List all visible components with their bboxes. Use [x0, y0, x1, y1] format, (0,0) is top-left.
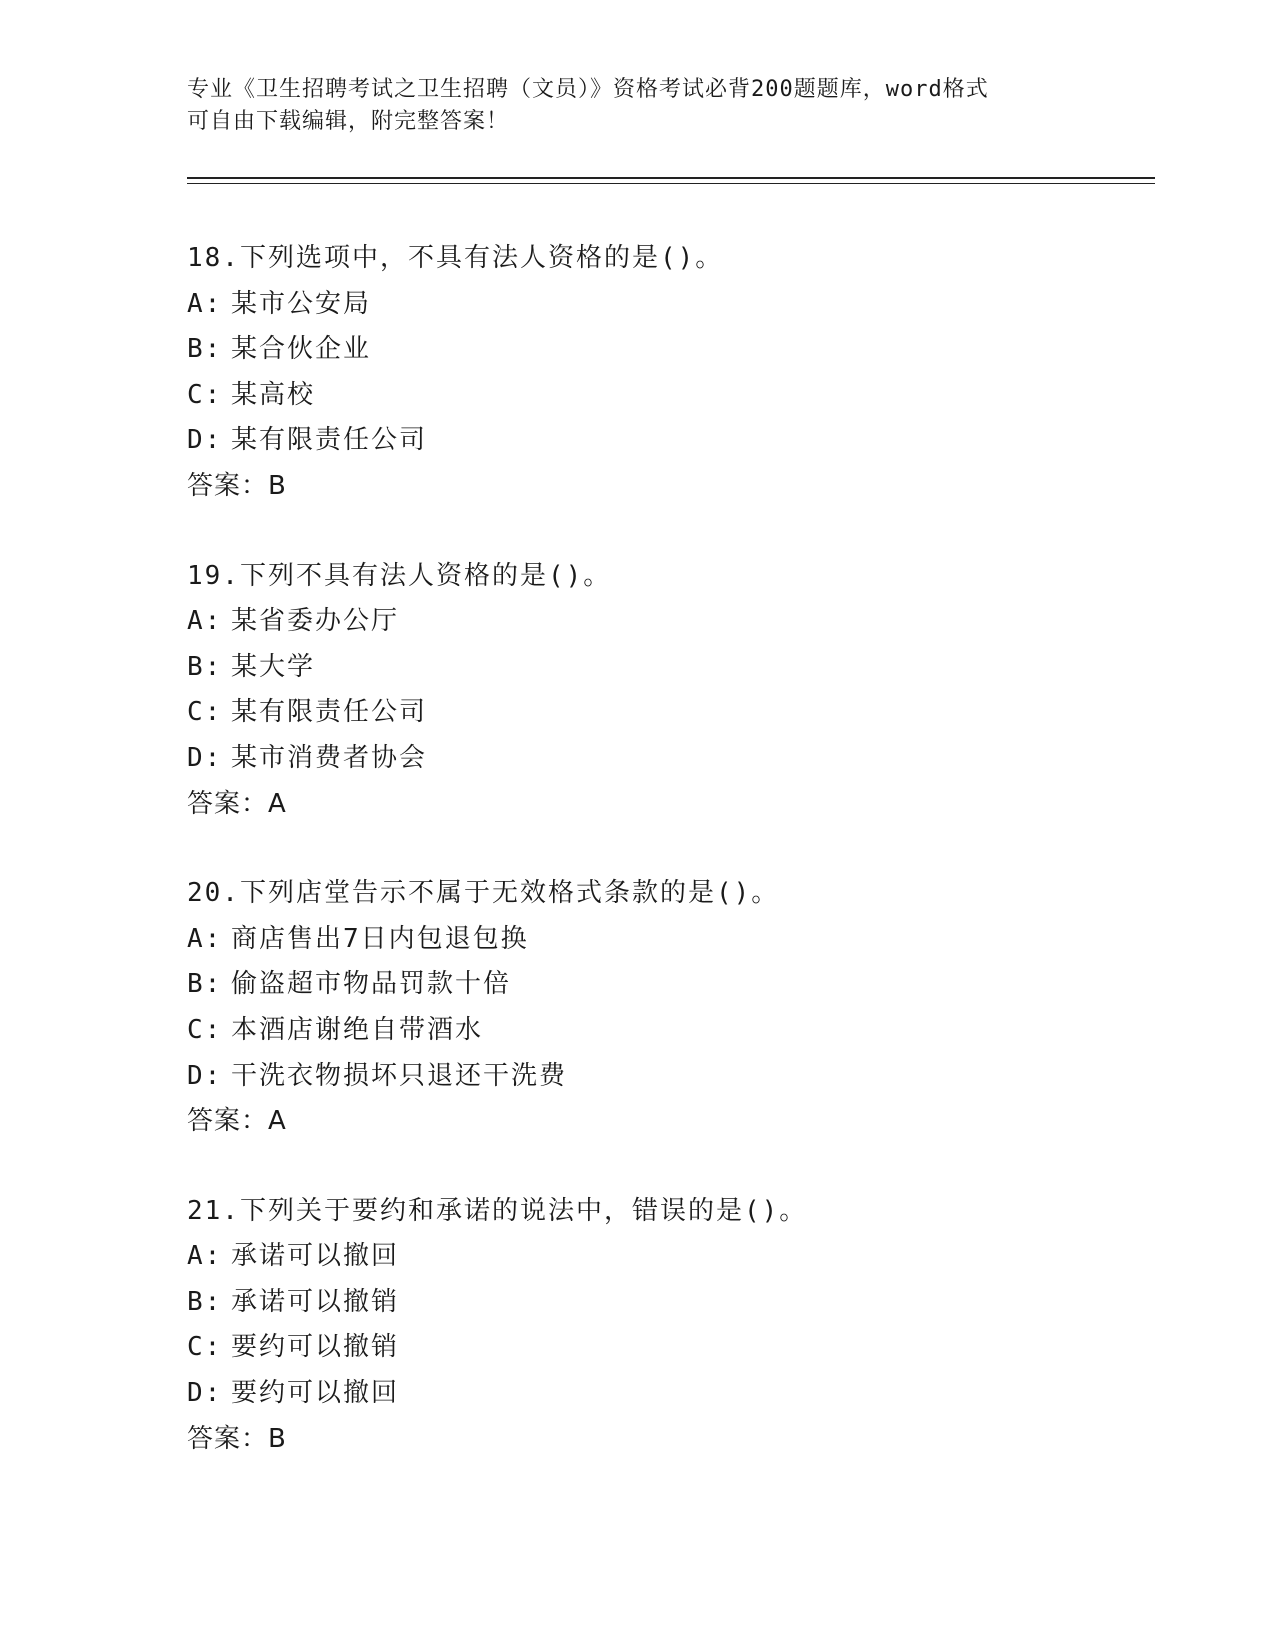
- option-text: 要约可以撤回: [231, 1378, 400, 1409]
- option-d: [187, 418, 1155, 464]
- option-b: [187, 327, 1155, 373]
- option-text: 某有限责任公司: [231, 425, 428, 456]
- option-letter: D:: [187, 1060, 223, 1091]
- option-letter: D:: [187, 1378, 223, 1409]
- option-text: 某合伙企业: [231, 334, 372, 365]
- option-text: 承诺可以撤销: [231, 1286, 400, 1317]
- option-d: [187, 1371, 1155, 1417]
- option-text: 承诺可以撤回: [231, 1241, 400, 1272]
- option-letter: C:: [187, 379, 223, 410]
- option-text: 某有限责任公司: [231, 697, 428, 728]
- option-text: 某市公安局: [231, 288, 372, 319]
- option-a: [187, 599, 1155, 645]
- option-letter: D:: [187, 742, 223, 773]
- header-line-1: 专业《卫生招聘考试之卫生招聘（文员）》资格考试必背200题题库，word格式: [187, 77, 989, 102]
- header-line-2: 可自由下载编辑，附完整答案！: [187, 109, 510, 134]
- document-header: [187, 74, 1067, 138]
- answer: 答案：A: [187, 788, 287, 819]
- option-letter: B:: [187, 1286, 223, 1317]
- option-b: [187, 962, 1155, 1008]
- answer: 答案：A: [187, 1106, 287, 1137]
- option-a: [187, 917, 1155, 963]
- option-letter: C:: [187, 697, 223, 728]
- option-letter: A:: [187, 923, 223, 954]
- option-text: 偷盗超市物品罚款十倍: [231, 969, 512, 1000]
- option-letter: A:: [187, 606, 223, 637]
- option-d: [187, 1054, 1155, 1100]
- question-stem: 20.下列店堂告示不属于无效格式条款的是()。: [187, 878, 780, 909]
- answer: 答案：B: [187, 470, 287, 501]
- option-letter: B:: [187, 651, 223, 682]
- option-letter: B:: [187, 334, 223, 365]
- question-21: [187, 1189, 1155, 1463]
- option-letter: D:: [187, 425, 223, 456]
- option-text: 某市消费者协会: [231, 742, 428, 773]
- answer: 答案：B: [187, 1423, 287, 1454]
- option-text: 某省委办公厅: [231, 606, 400, 637]
- question-stem: 21.下列关于要约和承诺的说法中，错误的是()。: [187, 1195, 808, 1226]
- option-letter: C:: [187, 1014, 223, 1045]
- question-list: [187, 236, 1155, 1506]
- option-c: [187, 1008, 1155, 1054]
- question-18: [187, 236, 1155, 510]
- question-stem: 19.下列不具有法人资格的是()。: [187, 560, 612, 591]
- option-text: 干洗衣物损坏只退还干洗费: [231, 1060, 568, 1091]
- option-b: [187, 645, 1155, 691]
- option-text: 要约可以撤销: [231, 1332, 400, 1363]
- option-letter: A:: [187, 1241, 223, 1272]
- question-20: [187, 871, 1155, 1145]
- option-a: [187, 282, 1155, 328]
- option-text: 某大学: [231, 651, 316, 682]
- header-divider-thin: [187, 183, 1155, 184]
- header-divider-thick: [187, 177, 1155, 179]
- option-b: [187, 1280, 1155, 1326]
- option-text: 本酒店谢绝自带酒水: [231, 1014, 484, 1045]
- option-letter: A:: [187, 288, 223, 319]
- option-a: [187, 1234, 1155, 1280]
- option-text: 某高校: [231, 379, 316, 410]
- option-text: 商店售出7日内包退包换: [231, 923, 529, 954]
- option-letter: B:: [187, 969, 223, 1000]
- option-c: [187, 1325, 1155, 1371]
- option-letter: C:: [187, 1332, 223, 1363]
- option-d: [187, 736, 1155, 782]
- option-c: [187, 690, 1155, 736]
- question-19: [187, 554, 1155, 828]
- option-c: [187, 373, 1155, 419]
- question-stem: 18.下列选项中，不具有法人资格的是()。: [187, 243, 724, 273]
